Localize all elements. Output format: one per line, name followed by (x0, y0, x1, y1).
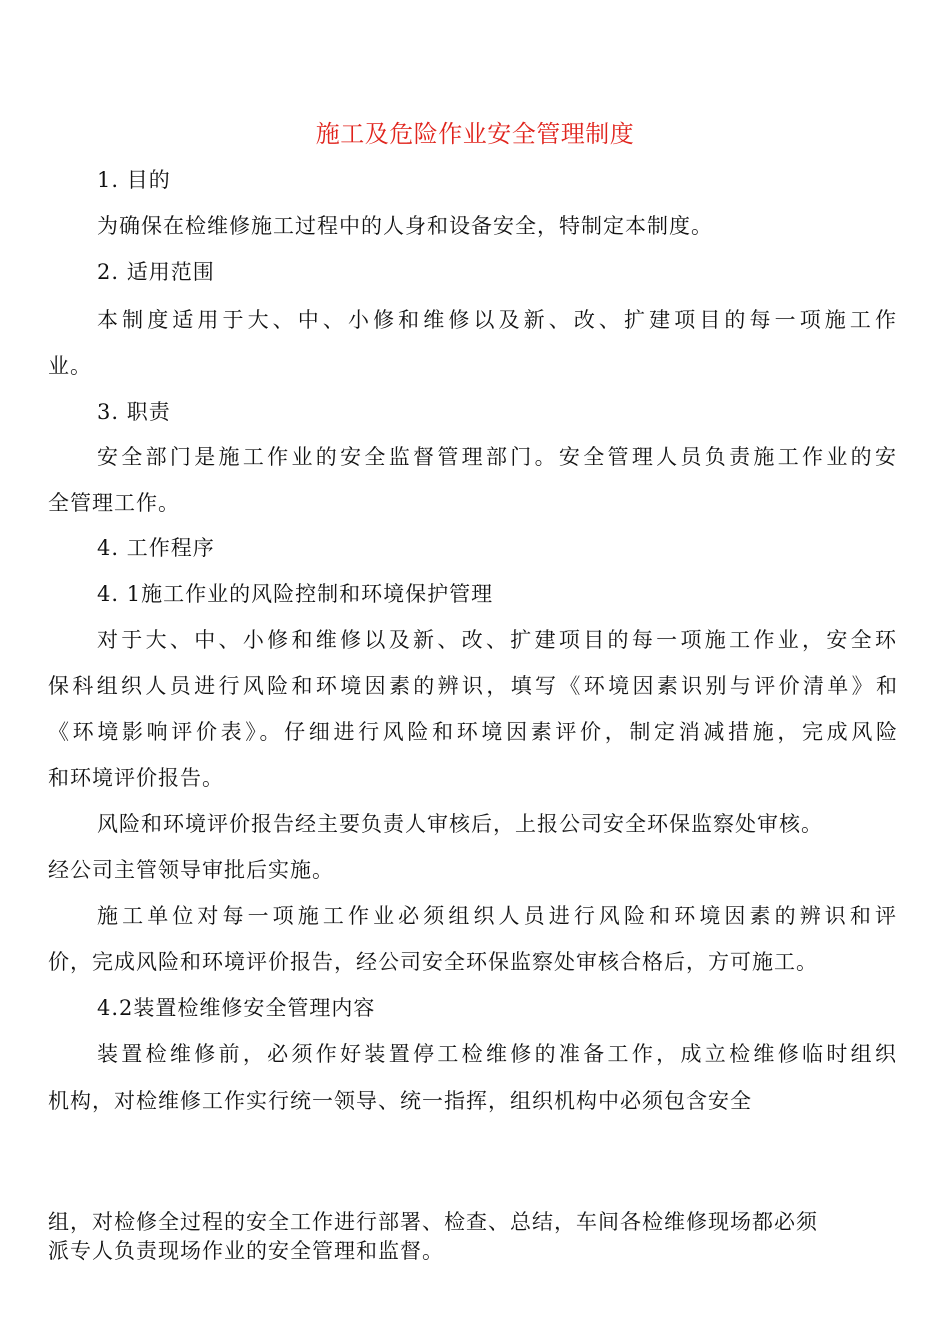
paragraph-line: 保科组织人员进行风险和环境因素的辨识，填写《环境因素识别与评价清单》和 (48, 674, 898, 698)
paragraph-line: 全管理工作。 (48, 491, 180, 515)
section-heading-procedure: 4. 工作程序 (97, 536, 215, 560)
paragraph-line: 《环境影响评价表》。仔细进行风险和环境因素评价，制定消减措施，完成风险 (48, 720, 898, 744)
paragraph-line: 业。 (48, 354, 92, 378)
paragraph-line: 风险和环境评价报告经主要负责人审核后，上报公司安全环保监察处审核。 (97, 812, 823, 836)
paragraph-line: 经公司主管领导审批后实施。 (48, 858, 334, 882)
paragraph-line: 价，完成风险和环境评价报告，经公司安全环保监察处审核合格后，方可施工。 (48, 950, 818, 974)
paragraph-line: 机构，对检维修工作实行统一领导、统一指挥，组织机构中必须包含安全 (48, 1089, 752, 1113)
paragraph-line: 和环境评价报告。 (48, 766, 224, 790)
subsection-heading: 4.2装置检维修安全管理内容 (97, 996, 376, 1020)
paragraph-line: 安全部门是施工作业的安全监督管理部门。安全管理人员负责施工作业的安 (97, 445, 897, 469)
paragraph-line: 组，对检修全过程的安全工作进行部署、检查、总结，车间各检维修现场都必须 (48, 1210, 818, 1234)
paragraph-line: 本制度适用于大、中、小修和维修以及新、改、扩建项目的每一项施工作 (97, 308, 897, 332)
paragraph-line: 装置检维修前，必须作好装置停工检维修的准备工作，成立检维修临时组织 (97, 1042, 897, 1066)
section-heading-scope: 2. 适用范围 (97, 260, 215, 284)
section-heading-duties: 3. 职责 (97, 400, 171, 424)
paragraph-line: 派专人负责现场作业的安全管理和监督。 (48, 1239, 444, 1263)
section-heading-purpose: 1. 目的 (97, 168, 171, 192)
paragraph-line: 施工单位对每一项施工作业必须组织人员进行风险和环境因素的辨识和评 (97, 904, 897, 928)
paragraph-line: 为确保在检维修施工过程中的人身和设备安全，特制定本制度。 (97, 214, 713, 238)
document-title: 施工及危险作业安全管理制度 (315, 120, 635, 148)
paragraph-line: 对于大、中、小修和维修以及新、改、扩建项目的每一项施工作业，安全环 (97, 628, 897, 652)
subsection-heading: 4. 1施工作业的风险控制和环境保护管理 (97, 582, 494, 606)
